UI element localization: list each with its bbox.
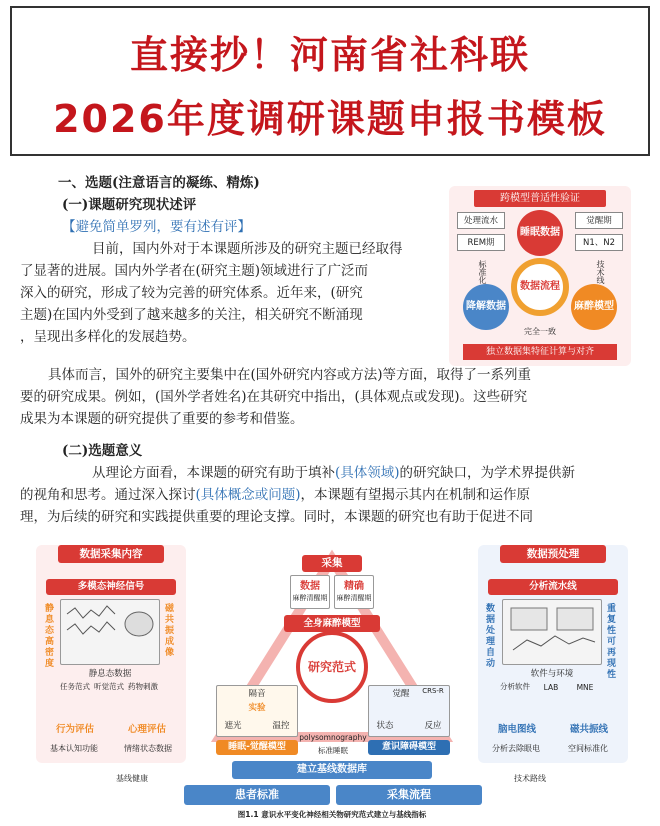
figure-validation (449, 186, 631, 366)
baseline-health-label: 基线健康 (116, 774, 148, 783)
left-image-caption: 静息态数据 (88, 669, 132, 679)
para3-line: 从理论方面看，本课题的研究有助于填补(具体领域)的研究缺口，为学术界提供新 (92, 465, 576, 481)
banner-title-line2: 2026年度调研课题申报书模板 (53, 97, 607, 141)
figure-side-label: 标准化 (478, 260, 487, 284)
right-right-side-label: 重复性可再现性 (605, 603, 615, 680)
left-side-label: 静息态高密度 (43, 603, 53, 669)
coma-item: 状态 (376, 721, 394, 731)
para1-line: ，呈现出多样化的发展趋势。 (20, 329, 196, 345)
para1-line: 深入的研究，形成了较为完善的研究体系。近年来，(研究 (20, 285, 363, 301)
data-card-detail: 麻醉清醒期 (292, 594, 328, 602)
figure-node-sleep: 睡眠数据 (517, 210, 563, 256)
left-panel-title: 数据采集内容 (58, 545, 164, 563)
right-image-caption: 软件与环境 (530, 669, 574, 679)
subheading-status: (一)课题研究现状述评 (62, 197, 197, 213)
para1-line: 了显著的进展。国内外学者在(研究主题)领域进行了广泛而 (20, 263, 369, 279)
para1-line: 主题)在国内外受到了越来越多的关注，相关研究不断涌现 (20, 307, 363, 323)
figure-caption: 图1.1 意识水平变化神经相关物研究范式建立与基线指标 (237, 810, 427, 819)
sleep-item: 遮光 (224, 721, 242, 731)
psych-eval: 心理评估 (127, 724, 166, 735)
mri-line-detail: 空间标准化 (568, 744, 608, 753)
precision-card-title: 精确 (344, 581, 364, 592)
coma-item: 觉醒 (392, 689, 410, 699)
paradigm-item: 任务范式 (60, 682, 90, 691)
sleep-item: 温控 (272, 721, 290, 731)
para3-line: 的视角和思考。通过深入探讨(具体概念或问题)，本课题有望揭示其内在机制和运作原 (20, 487, 531, 503)
banner-title-line1: 直接抄！河南省社科联 (129, 33, 530, 77)
figure-consistency-label: 完全一致 (524, 327, 556, 336)
para2-line: 具体而言，国外的研究主要集中在(国外研究内容或方法)等方面，取得了一系列重 (48, 367, 532, 383)
baseline-database: 建立基线数据库 (232, 761, 432, 779)
title-banner (10, 6, 650, 156)
figure-node-left: 降解数据 (463, 284, 509, 330)
right-panel-subtitle: 分析流水线 (488, 579, 618, 595)
anesthesia-model: 全身麻醉模型 (284, 615, 380, 632)
sleep-item: 隔音 (248, 689, 266, 699)
figure-box: REM期 (457, 234, 505, 251)
figure-node-center: 数据流程 (511, 258, 569, 316)
section-heading: 一、选题(注意语言的凝练、精炼) (58, 175, 260, 191)
mri-line: 磁共振线 (569, 724, 608, 735)
figure-node-right: 麻醉模型 (571, 284, 617, 330)
para1-line: 目前，国内外对于本课题所涉及的研究主题已经取得 (92, 241, 403, 257)
subheading-significance: (二)选题意义 (62, 443, 143, 459)
sleep-staging-label: 标准睡眠 (318, 746, 348, 755)
writing-tip: 【避免简单罗列，要有述有评】 (62, 219, 251, 235)
consciousness-disorder-model: 意识障碍模型 (368, 740, 450, 755)
data-card-title: 数据 (300, 581, 320, 592)
polysomnography-label: polysomnography (299, 733, 367, 742)
patient-criteria: 患者标准 (184, 785, 330, 805)
figure-side-label: 技术线 (596, 260, 605, 284)
research-paradigm-core: 研究范式 (308, 660, 357, 674)
figure-validation-footer: 独立数据集特征计算与对齐 (463, 344, 617, 360)
right-left-side-label: 数据处理自动 (484, 603, 494, 669)
behavior-eval-detail: 基本认知功能 (50, 744, 98, 753)
para2-line: 成果为本课题的研究提供了重要的参考和借鉴。 (20, 411, 304, 427)
figure-box: 觉醒期 (575, 212, 623, 229)
figure-box: 处理流水 (457, 212, 505, 229)
collect-label: 采集 (302, 555, 362, 572)
brain-signal-image (60, 599, 160, 665)
psych-eval-detail: 情绪状态数据 (124, 744, 172, 753)
eeg-line-detail: 分析去除眼电 (492, 744, 540, 753)
paradigm-item: 听觉范式 (94, 682, 124, 691)
collection-process: 采集流程 (336, 785, 482, 805)
coma-item: 反应 (424, 721, 442, 731)
figure-box: N1、N2 (575, 234, 623, 251)
sleep-wake-model: 睡眠-觉醒模型 (216, 740, 298, 755)
para2-line: 要的研究成果。例如，(国外学者姓名)在其研究中指出，(具体观点或发现)。这些研究 (20, 389, 528, 405)
sleep-item: 实验 (248, 703, 266, 713)
para3-line: 理，为后续的研究和实践提供重要的理论支撑。同时，本课题的研究也有助于促进不同 (20, 509, 533, 525)
left-panel-subtitle: 多模态神经信号 (46, 579, 176, 595)
coma-item: CRS-R (422, 687, 444, 695)
eeg-line: 脑电图线 (497, 724, 536, 735)
software-item: MNE (576, 683, 594, 692)
right-panel-title: 数据预处理 (500, 545, 606, 563)
technical-route-label: 技术路线 (514, 774, 546, 783)
figure-validation-title: 跨模型普适性验证 (474, 190, 606, 207)
behavior-eval: 行为评估 (55, 724, 94, 735)
precision-card-detail: 麻醉清醒期 (336, 594, 372, 602)
software-item: 分析软件 (500, 682, 530, 691)
figure-research-paradigm (36, 537, 628, 822)
paradigm-item: 药物刺激 (128, 682, 158, 691)
right-side-label: 磁共振成像 (163, 603, 173, 658)
pipeline-chart-icon (503, 600, 601, 664)
brain-signal-icon (61, 600, 159, 664)
pipeline-image (502, 599, 602, 665)
software-item: LAB (543, 683, 559, 692)
